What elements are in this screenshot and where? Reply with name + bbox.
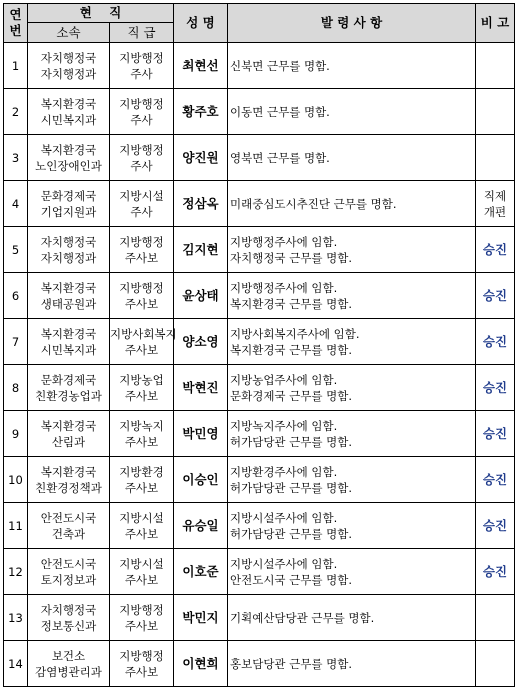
row-rank-series: 지방행정 xyxy=(119,96,164,111)
row-department xyxy=(28,273,110,319)
row-department-division: 자치행정과 xyxy=(40,66,97,81)
table-row xyxy=(4,181,515,227)
row-rank-series: 지방행정 xyxy=(119,648,164,663)
table-row xyxy=(4,595,515,641)
row-department-bureau: 문화경제국 xyxy=(40,372,97,387)
header-current-position: 현 직 xyxy=(28,4,174,23)
header-rank: 직 급 xyxy=(110,23,174,43)
row-detail-line2: 복지환경국 근무를 명함. xyxy=(230,296,353,311)
header-note: 비 고 xyxy=(476,4,515,43)
row-rank xyxy=(110,411,174,457)
header-name: 성 명 xyxy=(174,4,228,43)
row-department xyxy=(28,411,110,457)
row-detail-line2: 안전도시국 근무를 명함. xyxy=(230,572,353,587)
row-detail-line1: 지방녹지주사에 임함. xyxy=(230,418,338,433)
row-department-division: 노인장애인과 xyxy=(35,158,102,173)
row-rank-grade: 주사보 xyxy=(124,388,159,403)
row-rank xyxy=(110,319,177,365)
row-rank-series: 지방행정 xyxy=(119,50,164,65)
row-rank xyxy=(110,365,174,411)
row-detail-line1: 지방사회복지주사에 임함. xyxy=(230,326,360,341)
row-note xyxy=(476,365,515,411)
row-rank xyxy=(110,273,174,319)
row-rank-grade: 주사보 xyxy=(124,664,159,679)
row-person-name: 윤상태 xyxy=(174,273,228,319)
row-department-division: 친환경농업과 xyxy=(35,388,102,403)
row-note-line1: 직제 xyxy=(483,188,507,203)
row-person-name: 박민지 xyxy=(174,595,228,641)
row-note xyxy=(476,43,515,89)
row-serial-number: 2 xyxy=(4,89,28,135)
row-detail-line1: 지방농업주사에 임함. xyxy=(230,372,338,387)
row-detail-line1: 기획예산담당관 근무를 명함. xyxy=(230,610,375,625)
row-department xyxy=(28,549,110,595)
row-serial-number: 13 xyxy=(4,595,28,641)
row-department-bureau: 보건소 xyxy=(51,648,86,663)
row-appointment-detail xyxy=(228,135,476,181)
row-department-bureau: 안전도시국 xyxy=(40,556,97,571)
row-rank-grade: 주사보 xyxy=(124,342,159,357)
row-detail-line1: 홍보담당관 근무를 명함. xyxy=(230,656,353,671)
row-rank-series: 지방행정 xyxy=(119,234,164,249)
row-note xyxy=(476,549,515,595)
row-person-name: 이현희 xyxy=(174,641,228,687)
row-rank-series: 지방사회복지 xyxy=(110,326,177,341)
row-serial-number: 12 xyxy=(4,549,28,595)
row-rank xyxy=(110,181,174,227)
row-note xyxy=(476,457,515,503)
row-detail-line1: 영북면 근무를 명함. xyxy=(230,150,330,165)
row-department-bureau: 복지환경국 xyxy=(40,418,97,433)
row-note xyxy=(476,411,515,457)
row-person-name: 정삼옥 xyxy=(174,181,228,227)
row-department-bureau: 복지환경국 xyxy=(40,96,97,111)
row-appointment-detail xyxy=(228,319,476,365)
row-person-name: 황주호 xyxy=(174,89,228,135)
row-rank xyxy=(110,595,174,641)
row-department-bureau: 복지환경국 xyxy=(40,464,97,479)
row-person-name: 박민영 xyxy=(174,411,228,457)
row-note-line1: 승진 xyxy=(482,425,508,441)
row-rank xyxy=(110,457,174,503)
row-person-name: 유승일 xyxy=(174,503,228,549)
header-appointment-detail: 발 령 사 항 xyxy=(228,4,476,43)
row-note xyxy=(476,89,515,135)
table-body xyxy=(4,43,515,687)
row-appointment-detail xyxy=(228,227,476,273)
row-rank-grade: 주사 xyxy=(130,204,153,219)
row-note xyxy=(476,135,515,181)
row-person-name: 양진원 xyxy=(174,135,228,181)
row-appointment-detail xyxy=(228,503,476,549)
row-person-name: 이승인 xyxy=(174,457,228,503)
header-serial-line1: 연 xyxy=(9,7,22,22)
row-appointment-detail xyxy=(228,595,476,641)
row-person-name: 최현선 xyxy=(174,43,228,89)
row-appointment-detail xyxy=(228,457,476,503)
table-row xyxy=(4,273,515,319)
row-department-division: 건축과 xyxy=(51,526,86,541)
row-serial-number: 14 xyxy=(4,641,28,687)
table-row xyxy=(4,227,515,273)
table-row xyxy=(4,503,515,549)
row-serial-number: 7 xyxy=(4,319,28,365)
row-rank-series: 지방행정 xyxy=(119,602,164,617)
row-department xyxy=(28,135,110,181)
row-serial-number: 3 xyxy=(4,135,28,181)
row-note xyxy=(476,595,515,641)
row-detail-line1: 지방시설주사에 임함. xyxy=(230,556,338,571)
row-rank xyxy=(110,135,174,181)
row-note-line1: 승진 xyxy=(482,563,508,579)
table-row xyxy=(4,135,515,181)
row-department-division: 시민복지과 xyxy=(40,112,97,127)
row-rank xyxy=(110,503,174,549)
row-rank-grade: 주사 xyxy=(130,158,153,173)
table-row xyxy=(4,89,515,135)
table-row xyxy=(4,549,515,595)
row-detail-line1: 지방행정주사에 임함. xyxy=(230,280,338,295)
row-rank-series: 지방환경 xyxy=(119,464,164,479)
row-department xyxy=(28,89,110,135)
row-note xyxy=(476,227,515,273)
row-note-line2: 개편 xyxy=(483,204,507,219)
row-department-division: 기업지원과 xyxy=(40,204,97,219)
row-department-division: 감염병관리과 xyxy=(35,664,102,679)
row-rank-series: 지방행정 xyxy=(119,280,164,295)
row-rank xyxy=(110,89,174,135)
row-note-line1: 승진 xyxy=(482,517,508,533)
row-detail-line2: 복지환경국 근무를 명함. xyxy=(230,342,353,357)
header-serial-number xyxy=(4,4,28,43)
row-appointment-detail xyxy=(228,549,476,595)
personnel-appointment-table xyxy=(3,3,515,687)
row-serial-number: 10 xyxy=(4,457,28,503)
row-rank-grade: 주사보 xyxy=(124,434,159,449)
row-person-name: 양소영 xyxy=(174,319,228,365)
row-department-bureau: 자치행정국 xyxy=(40,602,97,617)
row-department-bureau: 자치행정국 xyxy=(40,234,97,249)
row-department xyxy=(28,503,110,549)
row-department xyxy=(28,227,110,273)
row-note-line1: 승진 xyxy=(482,471,508,487)
row-detail-line1: 신북면 근무를 명함. xyxy=(230,58,330,73)
row-department-division: 산림과 xyxy=(51,434,86,449)
row-department-division: 생태공원과 xyxy=(40,296,97,311)
row-department-division: 정보통신과 xyxy=(40,618,97,633)
row-department-division: 자치행정과 xyxy=(40,250,97,265)
row-note-line1: 승진 xyxy=(482,333,508,349)
row-rank-series: 지방시설 xyxy=(119,556,164,571)
row-rank-grade: 주사 xyxy=(130,112,153,127)
row-department xyxy=(28,457,110,503)
row-serial-number: 9 xyxy=(4,411,28,457)
row-note xyxy=(476,181,515,227)
row-appointment-detail xyxy=(228,411,476,457)
table-row xyxy=(4,319,515,365)
row-appointment-detail xyxy=(228,365,476,411)
row-department-bureau: 문화경제국 xyxy=(40,188,97,203)
row-appointment-detail xyxy=(228,181,476,227)
row-rank-series: 지방농업 xyxy=(119,372,164,387)
row-serial-number: 1 xyxy=(4,43,28,89)
row-appointment-detail xyxy=(228,273,476,319)
row-rank-series: 지방녹지 xyxy=(119,418,164,433)
table-row xyxy=(4,457,515,503)
header-department: 소속 xyxy=(28,23,110,43)
row-appointment-detail xyxy=(228,89,476,135)
row-note-line1: 승진 xyxy=(482,379,508,395)
row-department xyxy=(28,365,110,411)
personnel-table-container xyxy=(3,3,515,687)
row-department-division: 시민복지과 xyxy=(40,342,97,357)
row-department-bureau: 복지환경국 xyxy=(40,326,97,341)
row-department-bureau: 자치행정국 xyxy=(40,50,97,65)
table-row xyxy=(4,365,515,411)
table-row xyxy=(4,43,515,89)
row-rank xyxy=(110,549,174,595)
table-row xyxy=(4,411,515,457)
row-department xyxy=(28,43,110,89)
header-serial-line2: 번 xyxy=(9,23,22,38)
row-detail-line2: 허가담당관 근무를 명함. xyxy=(230,434,353,449)
row-department xyxy=(28,181,110,227)
row-rank-grade: 주사 xyxy=(130,66,153,81)
row-person-name: 김지현 xyxy=(174,227,228,273)
row-appointment-detail xyxy=(228,43,476,89)
row-department-bureau: 복지환경국 xyxy=(40,142,97,157)
row-detail-line2: 허가담당관 근무를 명함. xyxy=(230,480,353,495)
row-detail-line1: 지방시설주사에 임함. xyxy=(230,510,338,525)
row-detail-line1: 지방환경주사에 임함. xyxy=(230,464,338,479)
row-note xyxy=(476,503,515,549)
row-serial-number: 4 xyxy=(4,181,28,227)
row-rank-grade: 주사보 xyxy=(124,618,159,633)
row-department xyxy=(28,319,110,365)
row-rank-series: 지방행정 xyxy=(119,142,164,157)
row-rank-series: 지방시설 xyxy=(119,188,164,203)
row-note xyxy=(476,273,515,319)
row-department-division: 친환경정책과 xyxy=(35,480,102,495)
row-serial-number: 11 xyxy=(4,503,28,549)
row-detail-line2: 자치행정국 근무를 명함. xyxy=(230,250,353,265)
row-rank-grade: 주사보 xyxy=(124,572,159,587)
row-rank xyxy=(110,227,174,273)
row-rank-series: 지방시설 xyxy=(119,510,164,525)
row-note xyxy=(476,319,515,365)
row-detail-line2: 허가담당관 근무를 명함. xyxy=(230,526,353,541)
row-serial-number: 8 xyxy=(4,365,28,411)
header-row-1 xyxy=(4,4,515,23)
row-serial-number: 5 xyxy=(4,227,28,273)
row-department-bureau: 안전도시국 xyxy=(40,510,97,525)
row-detail-line1: 미래중심도시추진단 근무를 명함. xyxy=(230,196,397,211)
row-rank-grade: 주사보 xyxy=(124,480,159,495)
row-serial-number: 6 xyxy=(4,273,28,319)
row-note-line1: 승진 xyxy=(482,241,508,257)
row-person-name: 이호준 xyxy=(174,549,228,595)
row-rank-grade: 주사보 xyxy=(124,296,159,311)
row-department xyxy=(28,595,110,641)
row-detail-line1: 이동면 근무를 명함. xyxy=(230,104,330,119)
row-rank xyxy=(110,43,174,89)
row-detail-line2: 문화경제국 근무를 명함. xyxy=(230,388,353,403)
row-rank-grade: 주사보 xyxy=(124,526,159,541)
row-note-line1: 승진 xyxy=(482,287,508,303)
row-rank-grade: 주사보 xyxy=(124,250,159,265)
row-department-bureau: 복지환경국 xyxy=(40,280,97,295)
row-detail-line1: 지방행정주사에 임함. xyxy=(230,234,338,249)
row-person-name: 박현진 xyxy=(174,365,228,411)
row-department-division: 토지정보과 xyxy=(40,572,97,587)
